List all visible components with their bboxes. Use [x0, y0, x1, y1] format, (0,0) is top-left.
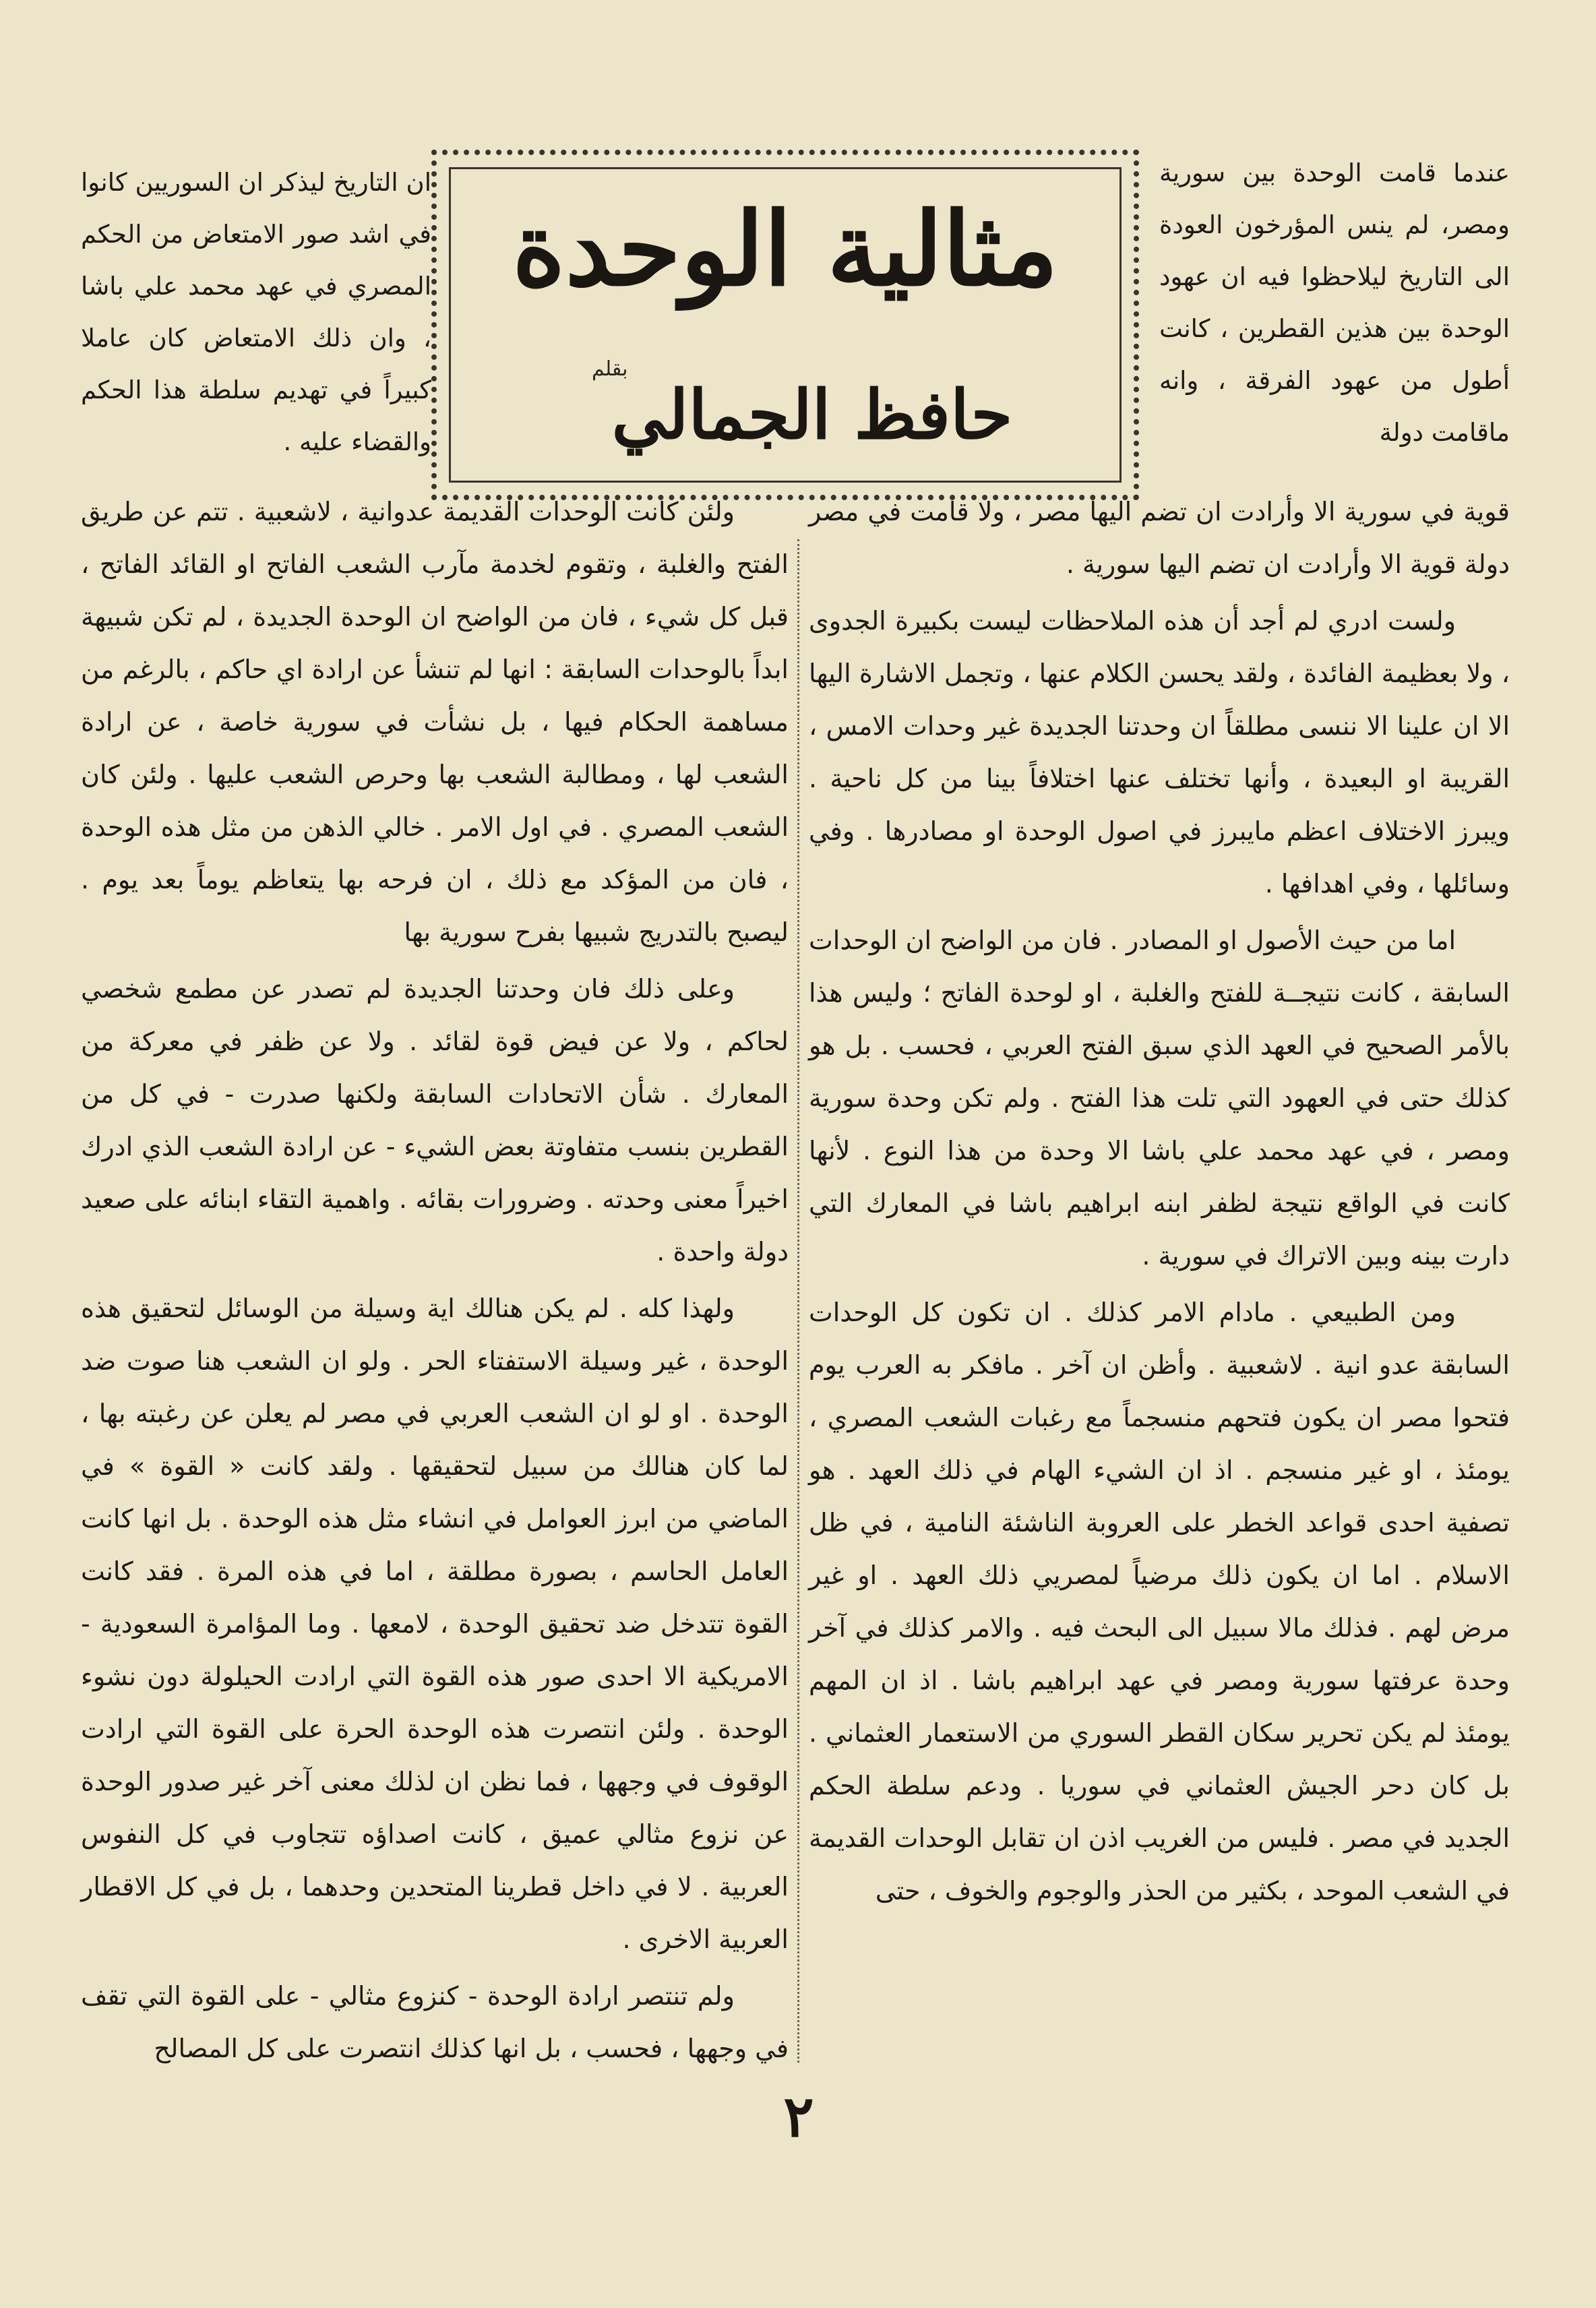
paragraph: ولئن كانت الوحدات القديمة عدوانية ، لاشعبية . تتم عن طريق الفتح والغلبة ، وتقوم لخدمة مآرب الشعب الفاتح او القائد الفاتح ، قبل كل شيء ، فان من الواضح ان الوحدة الجديدة ، لم تكن شبيهة ابداً بالوحدات السابقة : انها لم تنشأ عن ارادة اي حاكم ، بالرغم من مساهمة الحكام فيها ، بل نشأت في سورية خاصة ، عن ارادة الشعب لها ، ومطالبة الشعب بها وحرص الشعب عليها . ولئن كان الشعب المصري . في اول الامر . خالي الذهن من مثل هذه الوحدة ، فان من المؤكد مع ذلك ، ان فرحه بها يتعاظم يوماً بعد يوم . ليصبح بالتدريج شبيها بفرح سورية بها [81, 497, 789, 947]
paragraph: ان التاريخ ليذكر ان السوريين كانوا في اشد صور الامتعاض من الحكم المصري في عهد محمد علي باشا ، وان ذلك الامتعاض كان عاملا كبيراً في تهديم سلطة هذا الحكم والقضاء عليه . [81, 168, 431, 456]
column-left [81, 485, 789, 2079]
title-box [431, 150, 1139, 500]
paragraph: ولم تنتصر ارادة الوحدة - كنزوع مثالي - على القوة التي تقف في وجهها ، فحسب ، بل انها كذلك انتصرت على كل المصالح [81, 1981, 789, 2063]
paragraph: ومن الطبيعي . مادام الامر كذلك . ان تكون كل الوحدات السابقة عدو انية . لاشعبية . وأظن ان آخر . مافكر به العرب يوم فتحوا مصر ان يكون فتحهم منسجماً مع رغبات الشعب المصري ، يومئذ ، او غير منسجم . اذ ان الشيء الهام في ذلك العهد . هو تصفية احدى قواعد الخطر على العروبة الناشئة النامية ، في ظل الاسلام . اما ان يكون ذلك مرضياً لمصريي ذلك العهد . او غير مرض لهم . فذلك مالا سبيل الى البحث فيه . والامر كذلك في آخر وحدة عرفتها سورية ومصر في عهد ابراهيم باشا . اذ ان المهم يومئذ لم يكن تحرير سكان القطر السوري من الاستعمار العثماني . بل كان دحر الجيش العثماني في سوريا . ودعم سلطة الحكم الجديد في مصر . فليس من الغريب اذن ان تقابل الوحدات القديمة في الشعب الموحد ، بكثير من الحذر والوجوم والخوف ، حتى [809, 1298, 1510, 1906]
author-name: حافظ الجمالي [611, 375, 1013, 454]
paragraph: عندما قامت الوحدة بين سورية ومصر، لم ينس المؤرخون العودة الى التاريخ ليلاحظوا فيه ان عهود الوحدة بين هذين القطرين ، كانت أطول من عهود الفرقة ، وانه ماقامت دولة [1159, 158, 1510, 447]
paragraph: قوية في سورية الا وأرادت ان تضم اليها مصر ، ولا قامت في مصر دولة قوية الا وأرادت ان تضم اليها سورية . [809, 497, 1510, 579]
paragraph: اما من حيث الأصول او المصادر . فان من الواضح ان الوحدات السابقة ، كانت نتيجــة للفتح والغلبة ، او لوحدة الفاتح ؛ وليس هذا بالأمر الصحيح في العهد الذي سبق الفتح العربي ، فحسب . بل هو كذلك حتى في العهود التي تلت هذا الفتح . ولم تكن وحدة سورية ومصر ، في عهد محمد علي باشا الا وحدة من هذا النوع . لأنها كانت في الواقع نتيجة لظفر ابنه ابراهيم باشا في المعارك التي دارت بينه وبين الاتراك في سورية . [809, 925, 1510, 1271]
paragraph: وعلى ذلك فان وحدتنا الجديدة لم تصدر عن مطمع شخصي لحاكم ، ولا عن فيض قوة لقائد . ولا عن ظفر في معركة من المعارك . شأن الاتحادات السابقة ولكنها صدرت - في كل من القطرين بنسب متفاوتة بعض الشيء - عن ارادة الشعب الذي ادرك اخيراً معنى وحدته . وضرورات بقائه . واهمية التقاء ابنائه على صعيد دولة واحدة . [81, 974, 789, 1267]
column-top-left [81, 156, 431, 472]
column-divider [797, 539, 801, 2063]
paragraph: ولهذا كله . لم يكن هنالك اية وسيلة من الوسائل لتحقيق هذه الوحدة ، غير وسيلة الاستفتاء الحر . ولو ان الشعب هنا صوت ضد الوحدة . او لو ان الشعب العربي في مصر لم يعلن عن رغبته بها ، لما كان هنالك من سبيل لتحقيقها . ولقد كانت « القوة » في الماضي من ابرز العوامل في انشاء مثل هذه الوحدة . بل انها كانت العامل الحاسم ، بصورة مطلقة ، اما في هذه المرة . فقد كانت القوة تتدخل ضد تحقيق الوحدة ، لامعها . وما المؤامرة السعودية - الامريكية الا احدى صور هذه القوة التي ارادت الحيلولة دون نشوء الوحدة . ولئن انتصرت هذه الوحدة الحرة على القوة التي ارادت الوقوف في وجهها ، فما نظن ان لذلك معنى آخر غير صدور الوحدة عن نزوع مثالي عميق ، كانت اصداؤه تتجاوب في كل النفوس العربية . لا في داخل قطرينا المتحدين وحدهما ، بل في كل الاقطار العربية الاخرى . [81, 1294, 789, 1954]
column-top-right [1159, 147, 1510, 462]
paragraph: ولست ادري لم أجد أن هذه الملاحظات ليست بكبيرة الجدوى ، ولا بعظيمة الفائدة ، ولقد يحسن الكلام عنها ، وتجمل الاشارة اليها الا ان علينا الا ننسى مطلقاً ان وحدتنا الجديدة غير وحدات الامس ، القريبة او البعيدة ، وأنها تختلف عنها اختلافاً بينا من كل ناحية . ويبرز الاختلاف اعظم مايبرز في اصول الوحدة او مصادرها . وفي وسائلها ، وفي اهدافها . [809, 606, 1510, 899]
article-title: مثالية الوحدة [512, 190, 1058, 309]
column-right [809, 485, 1510, 1921]
page-number: ٢ [783, 2083, 814, 2150]
by-label: بقلم [592, 357, 628, 381]
